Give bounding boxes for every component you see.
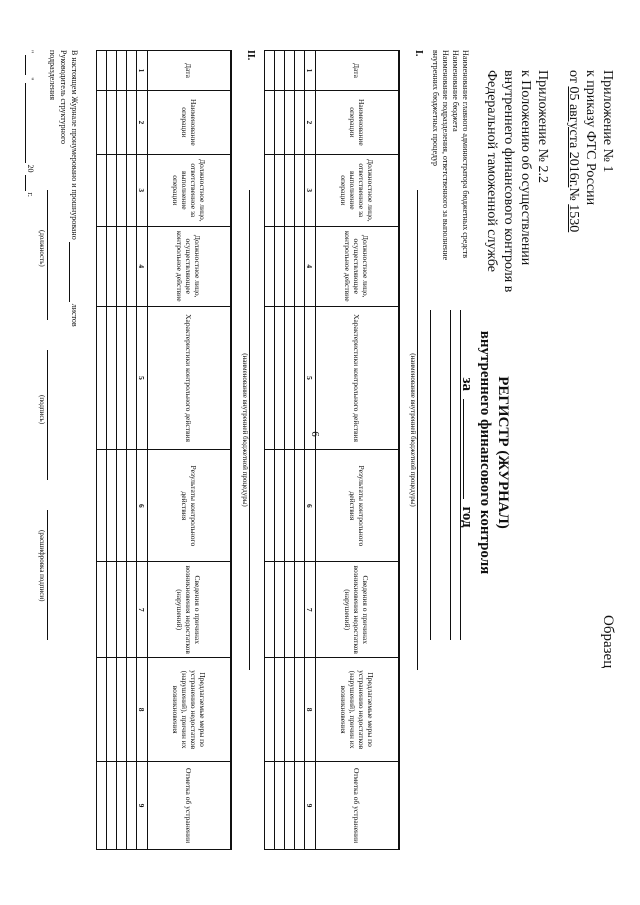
column-number: 8 xyxy=(305,658,316,762)
column-number: 4 xyxy=(305,226,316,306)
procedure-caption: (наименование внутренней бюджетной процедуры) xyxy=(241,353,249,507)
column-number: 3 xyxy=(305,154,316,226)
column-measures: Предлагаемые меры по устранению недостатков (нарушений), причин их возникновения xyxy=(316,658,400,762)
head-line-1: Руководитель структурного xyxy=(59,50,68,145)
field-budget-line xyxy=(450,310,451,640)
column-mark: Отметка об устранении xyxy=(148,762,232,850)
column-measures: Предлагаемые меры по устранению недостатков (нарушений), причин их возникновения xyxy=(148,658,232,762)
column-number: 7 xyxy=(137,562,148,658)
regulation-line-3: Федеральной таможенной службе xyxy=(484,70,499,272)
table-row xyxy=(275,51,285,850)
month-blank xyxy=(25,83,26,163)
signature-row xyxy=(47,50,58,850)
column-causes: Сведения о причинах возникновения недостатков (нарушений) xyxy=(148,562,232,658)
column-number: 5 xyxy=(137,306,148,450)
footer-block xyxy=(25,50,80,850)
table-row xyxy=(107,51,117,850)
regulation-line-1: к Положению об осуществлении xyxy=(518,70,533,266)
year-blank xyxy=(25,175,26,191)
table-row xyxy=(295,51,305,850)
section-2-procedure xyxy=(241,190,250,670)
column-number: 9 xyxy=(137,762,148,850)
order-number: 1530 xyxy=(566,204,581,233)
pages-blank xyxy=(69,242,70,302)
column-date: Дата xyxy=(148,51,232,91)
year-prefix: 20 xyxy=(26,164,35,173)
section-2-label: II. xyxy=(245,50,256,61)
day-blank xyxy=(25,55,26,75)
date-quote-open: " xyxy=(26,50,35,54)
title-line-2: внутреннего финансового контроля xyxy=(477,330,493,575)
field-department: Наименование подразделения, ответственного за выполнение xyxy=(441,50,450,261)
table-row xyxy=(127,51,137,850)
column-number: 2 xyxy=(137,90,148,154)
procedure-line xyxy=(249,190,250,670)
table-row xyxy=(97,51,107,850)
register-table-1 xyxy=(264,50,400,850)
column-responsible: Должностное лицо, ответственное за выполнение операции xyxy=(316,154,400,226)
column-number: 2 xyxy=(305,90,316,154)
position-caption: (должность) xyxy=(38,230,46,267)
field-budget: Наименование бюджета xyxy=(451,50,460,132)
column-number: 6 xyxy=(305,450,316,562)
column-date: Дата xyxy=(316,51,400,91)
order-date-line xyxy=(565,70,582,400)
order-date: 05 августа 2016г. xyxy=(566,86,581,188)
pages-prefix: В настоящем Журнале пронумеровано и прошнуровано xyxy=(70,50,79,240)
register-table-2 xyxy=(96,50,232,850)
head-line-2: подразделения xyxy=(48,50,57,101)
column-causes: Сведения о причинах возникновения недостатков (нарушений) xyxy=(316,562,400,658)
period-blank xyxy=(463,399,464,499)
column-controller: Должностное лицо, осуществляющее контрольное действие xyxy=(148,226,232,306)
period-prefix: за xyxy=(459,377,475,391)
number-prefix: № xyxy=(566,187,581,201)
column-number: 3 xyxy=(137,154,148,226)
column-number: 4 xyxy=(137,226,148,306)
column-operation: Наименование операции xyxy=(148,90,232,154)
column-results: Результаты контрольного действия xyxy=(316,450,400,562)
title-line-1: РЕГИСТР (ЖУРНАЛ) xyxy=(495,376,511,529)
year-suffix: г. xyxy=(26,192,35,197)
position-blank xyxy=(47,190,58,320)
column-mark: Отметка об устранении xyxy=(316,762,400,850)
column-controller: Должностное лицо, осуществляющее контрольное действие xyxy=(316,226,400,306)
column-number: 5 xyxy=(305,306,316,450)
column-operation: Наименование операции xyxy=(316,90,400,154)
period-suffix: год xyxy=(459,506,475,528)
captions-row xyxy=(36,50,47,850)
section-1-procedure xyxy=(409,190,418,670)
order-line: к приказу ФТС России xyxy=(583,70,598,206)
field-admin: Наименование главного администратора бюджетных средств xyxy=(461,50,470,259)
column-characteristics: Характеристики контрольного действия xyxy=(316,306,400,450)
signature-caption: (подпись) xyxy=(38,395,46,425)
table-row xyxy=(117,51,127,850)
date-row xyxy=(25,50,36,850)
sample-label: Образец xyxy=(600,615,616,669)
decode-caption: (расшифровка подписи) xyxy=(38,530,46,602)
section-1-label: I. xyxy=(413,50,424,57)
date-quote-close: " xyxy=(26,77,35,81)
column-number: 9 xyxy=(305,762,316,850)
header-fields xyxy=(430,50,470,410)
procedure-line xyxy=(417,190,418,670)
appendix2-line: Приложение № 2.2 xyxy=(535,70,550,183)
procedure-caption: (наименование внутренней бюджетной процедуры) xyxy=(409,353,417,507)
column-number: 8 xyxy=(137,658,148,762)
table-row xyxy=(285,51,295,850)
page-number: 6 xyxy=(308,431,321,437)
appendix-line: Приложение № 1 xyxy=(600,70,615,173)
column-characteristics: Характеристики контрольного действия xyxy=(148,306,232,450)
pages-line xyxy=(69,50,80,850)
column-number: 6 xyxy=(137,450,148,562)
pages-suffix: листов xyxy=(70,303,79,327)
column-number: 7 xyxy=(305,562,316,658)
column-number: 1 xyxy=(305,51,316,91)
column-results: Результаты контрольного действия xyxy=(148,450,232,562)
field-department-line xyxy=(430,310,431,640)
column-responsible: Должностное лицо, ответственное за выполнение операции xyxy=(148,154,232,226)
decode-blank xyxy=(47,510,58,640)
table-row xyxy=(265,51,275,850)
regulation-line-2: внутреннего финансового контроля в xyxy=(501,70,516,293)
field-procedures: внутренних бюджетных процедур xyxy=(431,50,440,166)
date-prefix: от xyxy=(566,70,581,83)
field-admin-line xyxy=(460,310,461,640)
signature-blank xyxy=(47,350,58,480)
column-number: 1 xyxy=(137,51,148,91)
